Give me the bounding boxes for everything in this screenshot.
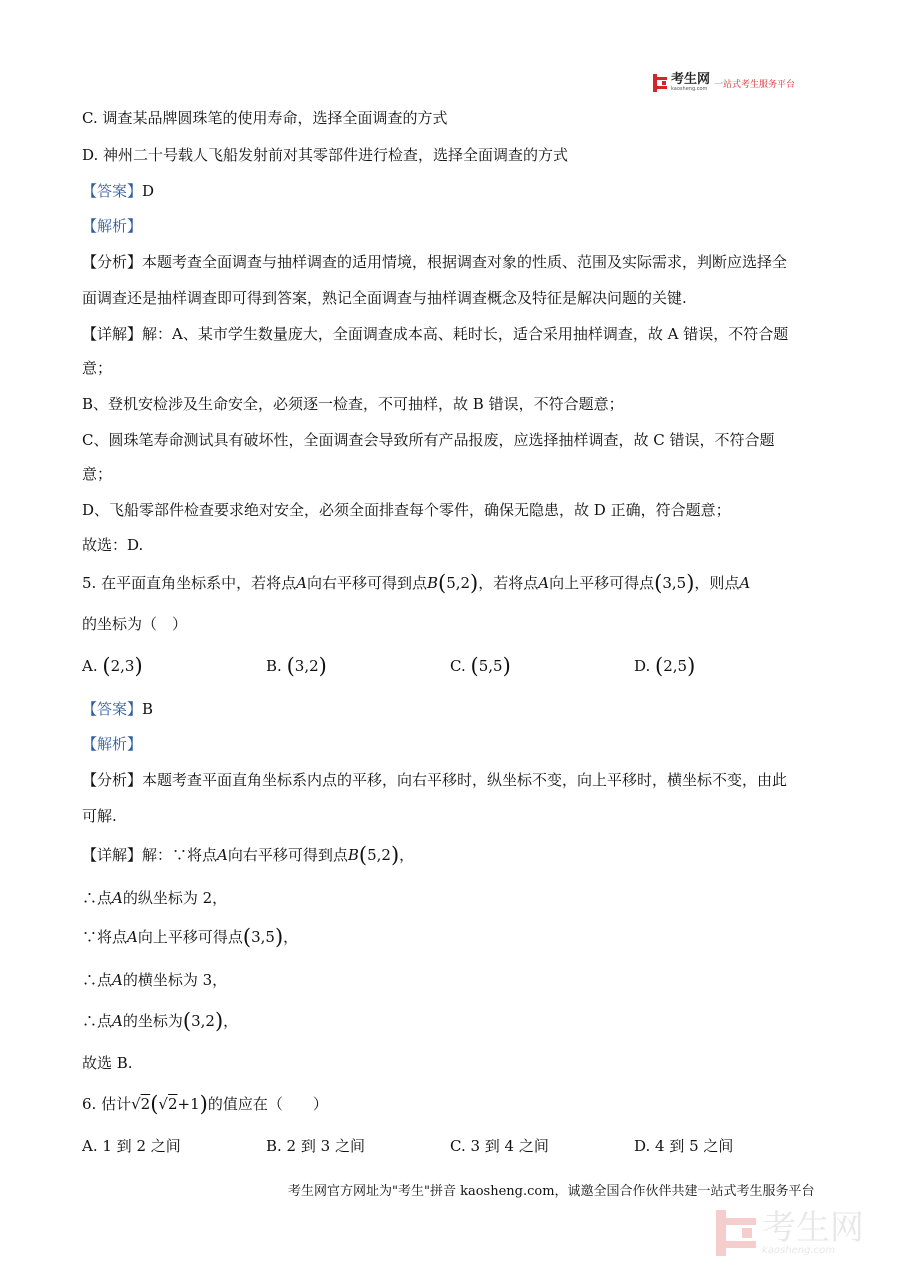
text-line: 故选：D. — [82, 536, 144, 554]
q6-option-b: B. 2 到 3 之间 — [266, 1137, 365, 1155]
logo-icon — [653, 74, 667, 92]
q5-option-a: A. (2,3) — [82, 654, 143, 678]
q5-conclusion: 故选 B. — [82, 1054, 133, 1072]
q5-option-c: C. (5,5) — [450, 654, 511, 678]
q5-answer-line — [82, 699, 153, 719]
q5-step-line: ∴点A的坐标为(3,2)， — [82, 1009, 239, 1033]
text-line: D、飞船零部件检查要求绝对安全，必须全面排查每个零件，确保无隐患，故 D 正确，符合题意； — [82, 501, 731, 519]
text-line: 【详解】解：A、某市学生数量庞大，全面调查成本高、耗时长，适合采用抽样调查，故 A 错误，不符合题 — [82, 325, 789, 343]
watermark-domain: kaosheng.com — [762, 1244, 835, 1256]
logo-name: 考生网 — [671, 72, 711, 87]
math-var: A — [538, 574, 550, 592]
q5-option-d: D. (2,5) — [634, 654, 696, 678]
watermark-name: 考生网 — [762, 1207, 864, 1248]
q6-option-c: C. 3 到 4 之间 — [450, 1137, 549, 1155]
logo-domain: kaosheng.com — [671, 86, 708, 92]
answer-tag: 【答案】 — [82, 182, 143, 200]
q5-option-b: B. (3,2) — [266, 654, 327, 678]
answer-line — [82, 181, 154, 201]
q6-option-d: D. 4 到 5 之间 — [634, 1137, 734, 1155]
header-logo — [653, 72, 795, 94]
text-line: C. 调查某品牌圆珠笔的使用寿命，选择全面调查的方式 — [82, 109, 448, 127]
text-line: C、圆珠笔寿命测试具有破坏性，全面调查会导致所有产品报废，应选择抽样调查，故 C 错误，不符合题 — [82, 431, 775, 449]
q5-step-line: ∴点A的纵坐标为 2， — [82, 889, 228, 907]
text-line: 可解. — [82, 807, 117, 825]
text-line: D. 神州二十号载人飞船发射前对其零部件进行检查，选择全面调查的方式 — [82, 146, 569, 164]
math-expression: √2(√2+1) — [131, 1092, 208, 1116]
q5-step-line: ∴点A的横坐标为 3， — [82, 971, 228, 989]
text-line: 面调查还是抽样调查即可得到答案，熟记全面调查与抽样调查概念及特征是解决问题的关键. — [82, 289, 687, 307]
analysis-tag: 【解析】 — [82, 735, 143, 753]
watermark — [716, 1207, 864, 1256]
text-line: 意； — [82, 359, 113, 377]
page-footer: 考生网官方网址为"考生"拼音 kaosheng.com，诚邀全国合作伙伴共建一站式考生服务平台 — [288, 1184, 815, 1199]
text-line: 【分析】本题考查平面直角坐标系内点的平移，向右平移时，纵坐标不变，向上平移时，横坐标不变，由此 — [82, 771, 788, 789]
question-5-stem: 5. 在平面直角坐标系中，若将点A向右平移可得到点B(5,2)，若将点A向上平移可得点(3,5)，则点A — [82, 571, 751, 595]
q6-option-a: A. 1 到 2 之间 — [82, 1137, 181, 1155]
answer-value: B — [142, 700, 154, 718]
math-var: A — [296, 574, 307, 592]
math-point: (3,5) — [654, 571, 695, 595]
answer-value: D — [142, 182, 155, 200]
math-var: A — [739, 574, 751, 592]
logo-slogan: 一站式考生服务平台 — [714, 79, 796, 90]
question-5-stem-2: 的坐标为（ ） — [82, 615, 188, 633]
math-point: B(5,2) — [426, 571, 479, 595]
analysis-tag: 【解析】 — [82, 217, 143, 235]
q5-step-line: ∵将点A向上平移可得点(3,5)， — [82, 925, 299, 949]
text-line: B、登机安检涉及生命安全，必须逐一检查，不可抽样，故 B 错误，不符合题意； — [82, 395, 624, 413]
q5-detail-line: 【详解】解：∵将点A向右平移可得到点B(5,2)， — [82, 843, 415, 867]
text-line: 意； — [82, 465, 113, 483]
question-6-stem: 6. 估计√2(√2+1)的值应在（ ） — [82, 1092, 328, 1116]
text-line: 【分析】本题考查全面调查与抽样调查的适用情境，根据调查对象的性质、范围及实际需求，判断应选择全 — [82, 253, 788, 271]
watermark-logo-icon — [716, 1210, 756, 1256]
answer-tag: 【答案】 — [82, 700, 143, 718]
